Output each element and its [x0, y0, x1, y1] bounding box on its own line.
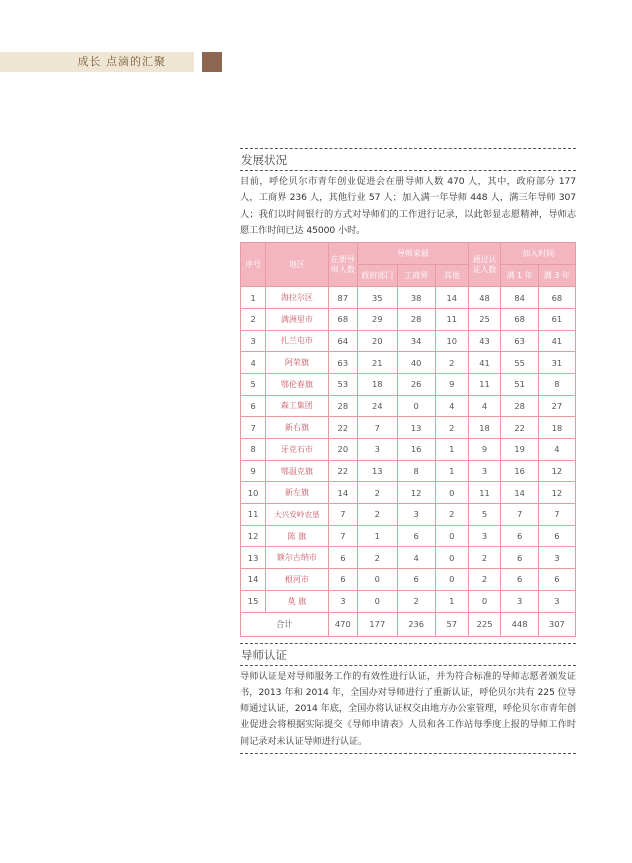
cell-other: 2 — [435, 352, 468, 374]
cell-gov: 2 — [358, 504, 397, 526]
cell-other: 14 — [435, 287, 468, 309]
cell-total-one-year: 448 — [501, 612, 538, 636]
cell-certified: 0 — [468, 590, 501, 612]
cell-seq: 4 — [241, 352, 266, 374]
cell-one-year: 28 — [501, 395, 538, 417]
cell-certified: 4 — [468, 395, 501, 417]
cell-other: 1 — [435, 460, 468, 482]
cell-registered: 3 — [328, 590, 358, 612]
cell-business: 12 — [397, 482, 435, 504]
cell-business: 13 — [397, 417, 435, 439]
cell-registered: 28 — [328, 395, 358, 417]
cell-business: 34 — [397, 330, 435, 352]
development-paragraph: 目前，呼伦贝尔市青年创业促进会在册导师人数 470 人，其中，政府部分 177 人，工商界 236 人，其他行业 57 人；加入满一年导师 448 人，满三年导师 307 人；我们以时间银行的方式对导师们的工作进行记录，以此彰显志愿精神，导师志愿工作时间已达 45000 小时。 — [240, 176, 576, 236]
chapter-banner — [0, 52, 194, 72]
cell-gov: 1 — [358, 525, 397, 547]
cell-region: 新左旗 — [266, 482, 328, 504]
cell-other: 2 — [435, 417, 468, 439]
cell-certified: 11 — [468, 373, 501, 395]
cell-region: 阿荣旗 — [266, 352, 328, 374]
cell-three-year: 31 — [538, 352, 575, 374]
cell-gov: 35 — [358, 287, 397, 309]
cell-seq: 10 — [241, 482, 266, 504]
cell-gov: 0 — [358, 590, 397, 612]
cell-region: 莫 旗 — [266, 590, 328, 612]
cell-seq: 15 — [241, 590, 266, 612]
cell-region: 根河市 — [266, 569, 328, 591]
cell-region: 额尔古纳市 — [266, 547, 328, 569]
cell-gov: 21 — [358, 352, 397, 374]
cell-three-year: 12 — [538, 460, 575, 482]
mentor-table — [240, 242, 576, 636]
header-source: 导师来源 — [358, 243, 469, 265]
cell-registered: 6 — [328, 547, 358, 569]
cell-gov: 7 — [358, 417, 397, 439]
cell-one-year: 19 — [501, 439, 538, 461]
cell-registered: 63 — [328, 352, 358, 374]
cell-certified: 41 — [468, 352, 501, 374]
cell-seq: 7 — [241, 417, 266, 439]
banner-square-decoration — [202, 52, 222, 72]
cell-gov: 18 — [358, 373, 397, 395]
cell-gov: 29 — [358, 308, 397, 330]
cell-seq: 12 — [241, 525, 266, 547]
cell-business: 16 — [397, 439, 435, 461]
cell-seq: 13 — [241, 547, 266, 569]
cell-one-year: 3 — [501, 590, 538, 612]
cell-seq: 8 — [241, 439, 266, 461]
cell-three-year: 7 — [538, 504, 575, 526]
cell-one-year: 7 — [501, 504, 538, 526]
cell-three-year: 68 — [538, 287, 575, 309]
cell-one-year: 68 — [501, 308, 538, 330]
cell-gov: 20 — [358, 330, 397, 352]
cell-region: 鄂伦春旗 — [266, 373, 328, 395]
cell-business: 6 — [397, 569, 435, 591]
cell-certified: 5 — [468, 504, 501, 526]
table-row — [241, 504, 576, 526]
table-row — [241, 352, 576, 374]
cell-gov: 2 — [358, 482, 397, 504]
cell-gov: 13 — [358, 460, 397, 482]
cell-one-year: 84 — [501, 287, 538, 309]
header-business: 工商界 — [397, 265, 435, 287]
cell-seq: 1 — [241, 287, 266, 309]
cell-one-year: 51 — [501, 373, 538, 395]
cell-other: 0 — [435, 525, 468, 547]
cell-registered: 20 — [328, 439, 358, 461]
table-row — [241, 569, 576, 591]
cell-seq: 5 — [241, 373, 266, 395]
cell-registered: 22 — [328, 460, 358, 482]
cell-total-business: 236 — [397, 612, 435, 636]
cell-business: 8 — [397, 460, 435, 482]
cell-three-year: 41 — [538, 330, 575, 352]
main-content — [240, 148, 576, 754]
cell-business: 4 — [397, 547, 435, 569]
header-join-time: 加入时间 — [501, 243, 576, 265]
header-gov: 政府部门 — [358, 265, 397, 287]
header-registered: 在册导师人数 — [328, 243, 358, 287]
cell-business: 28 — [397, 308, 435, 330]
cell-one-year: 6 — [501, 525, 538, 547]
cell-three-year: 12 — [538, 482, 575, 504]
cell-other: 1 — [435, 590, 468, 612]
cell-total-three-year: 307 — [538, 612, 575, 636]
header-three-year: 满 3 年 — [538, 265, 575, 287]
cell-other: 1 — [435, 439, 468, 461]
cell-region: 牙克石市 — [266, 439, 328, 461]
cell-three-year: 6 — [538, 525, 575, 547]
cell-gov: 24 — [358, 395, 397, 417]
cell-certified: 25 — [468, 308, 501, 330]
cell-region: 海拉尔区 — [266, 287, 328, 309]
cell-seq: 3 — [241, 330, 266, 352]
cell-seq: 2 — [241, 308, 266, 330]
table-row — [241, 590, 576, 612]
cell-certified: 2 — [468, 547, 501, 569]
cell-region: 陈 旗 — [266, 525, 328, 547]
cell-region: 扎兰屯市 — [266, 330, 328, 352]
table-row — [241, 287, 576, 309]
cell-business: 3 — [397, 504, 435, 526]
cell-one-year: 63 — [501, 330, 538, 352]
cell-registered: 14 — [328, 482, 358, 504]
section-divider — [240, 753, 576, 754]
cell-gov: 3 — [358, 439, 397, 461]
section-divider — [240, 665, 576, 666]
cell-three-year: 4 — [538, 439, 575, 461]
cell-region: 新右旗 — [266, 417, 328, 439]
certification-paragraph: 导师认证是对导师服务工作的有效性进行认证，并为符合标准的导师志愿者颁发证书，2013 年和 2014 年，全国办对导师进行了重新认证，呼伦贝尔共有 225 位导师通过认证，2014 年底，全国办将认证权交由地方办公室管理，呼伦贝尔市青年创业促进会将根据实际提交《导师申请表》人员和各工作站每季度上报的导师工作时间记录对未认证导师进行认证。 — [240, 670, 576, 747]
cell-business: 38 — [397, 287, 435, 309]
cell-seq: 9 — [241, 460, 266, 482]
cell-three-year: 27 — [538, 395, 575, 417]
cell-region: 森工集团 — [266, 395, 328, 417]
cell-other: 2 — [435, 504, 468, 526]
header-region: 地区 — [266, 243, 328, 287]
cell-other: 0 — [435, 547, 468, 569]
cell-total-registered: 470 — [328, 612, 358, 636]
cell-one-year: 16 — [501, 460, 538, 482]
cell-certified: 11 — [468, 482, 501, 504]
cell-other: 0 — [435, 569, 468, 591]
cell-total-certified: 225 — [468, 612, 501, 636]
table-row — [241, 417, 576, 439]
cell-total-other: 57 — [435, 612, 468, 636]
chapter-banner-text: 成长 点滴的汇聚 — [77, 55, 166, 68]
cell-three-year: 6 — [538, 569, 575, 591]
cell-one-year: 55 — [501, 352, 538, 374]
header-certified: 通过认证人数 — [468, 243, 501, 287]
header-seq: 序号 — [241, 243, 266, 287]
table-row — [241, 482, 576, 504]
certification-section — [240, 643, 576, 754]
table-row — [241, 330, 576, 352]
cell-one-year: 22 — [501, 417, 538, 439]
cell-registered: 87 — [328, 287, 358, 309]
cell-registered: 7 — [328, 525, 358, 547]
cell-seq: 14 — [241, 569, 266, 591]
table-row — [241, 525, 576, 547]
cell-region: 鄂温克旗 — [266, 460, 328, 482]
table-row — [241, 547, 576, 569]
cell-three-year: 61 — [538, 308, 575, 330]
table-row — [241, 395, 576, 417]
cell-certified: 9 — [468, 439, 501, 461]
cell-region: 满洲里市 — [266, 308, 328, 330]
table-row — [241, 460, 576, 482]
header-other: 其他 — [435, 265, 468, 287]
section-divider — [240, 170, 576, 171]
table-row — [241, 439, 576, 461]
cell-certified: 48 — [468, 287, 501, 309]
table-row — [241, 373, 576, 395]
cell-other: 11 — [435, 308, 468, 330]
cell-certified: 3 — [468, 525, 501, 547]
cell-business: 0 — [397, 395, 435, 417]
cell-certified: 18 — [468, 417, 501, 439]
cell-three-year: 3 — [538, 547, 575, 569]
cell-other: 10 — [435, 330, 468, 352]
cell-other: 0 — [435, 482, 468, 504]
cell-three-year: 18 — [538, 417, 575, 439]
cell-registered: 53 — [328, 373, 358, 395]
header-one-year: 满 1 年 — [501, 265, 538, 287]
cell-business: 2 — [397, 590, 435, 612]
section-title-certification: 导师认证 — [241, 647, 287, 662]
cell-business: 40 — [397, 352, 435, 374]
cell-one-year: 6 — [501, 569, 538, 591]
cell-other: 9 — [435, 373, 468, 395]
cell-gov: 2 — [358, 547, 397, 569]
cell-one-year: 14 — [501, 482, 538, 504]
cell-seq: 6 — [241, 395, 266, 417]
cell-certified: 2 — [468, 569, 501, 591]
cell-registered: 6 — [328, 569, 358, 591]
cell-business: 6 — [397, 525, 435, 547]
cell-three-year: 3 — [538, 590, 575, 612]
cell-registered: 7 — [328, 504, 358, 526]
cell-registered: 68 — [328, 308, 358, 330]
cell-gov: 0 — [358, 569, 397, 591]
cell-one-year: 6 — [501, 547, 538, 569]
section-title-development: 发展状况 — [241, 153, 287, 167]
cell-total-gov: 177 — [358, 612, 397, 636]
cell-certified: 3 — [468, 460, 501, 482]
cell-registered: 22 — [328, 417, 358, 439]
cell-registered: 64 — [328, 330, 358, 352]
cell-business: 26 — [397, 373, 435, 395]
cell-seq: 11 — [241, 504, 266, 526]
cell-other: 4 — [435, 395, 468, 417]
cell-total-label: 合计 — [241, 612, 329, 636]
cell-region: 大兴安岭农垦 — [266, 504, 328, 526]
cell-certified: 43 — [468, 330, 501, 352]
table-row — [241, 308, 576, 330]
cell-three-year: 8 — [538, 373, 575, 395]
table-total-row — [241, 612, 576, 636]
